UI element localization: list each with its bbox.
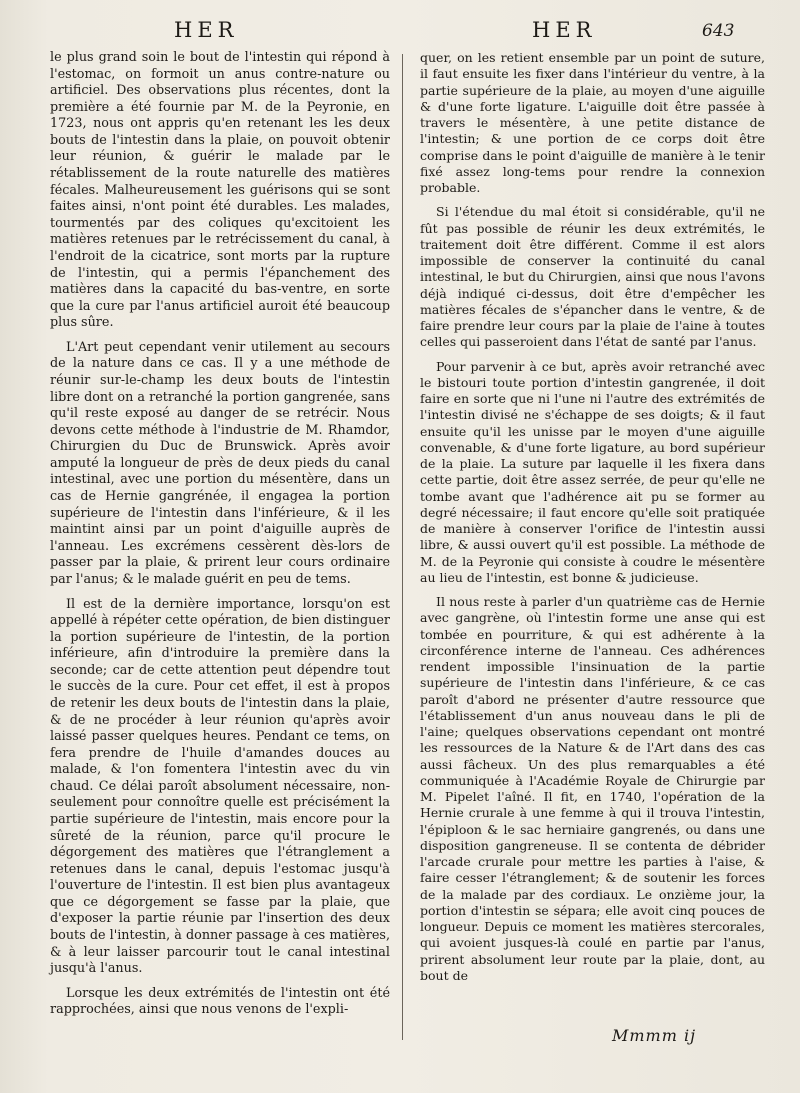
- left-paragraph-4: Lorsque les deux extrémités de l'intestin ont été rapprochées, ainsi que nous venons de l'expli-: [50, 985, 390, 1018]
- left-column: [50, 50, 390, 1019]
- right-running-head: HER: [532, 18, 597, 42]
- left-paragraph-3: Il est de la dernière importance, lorsqu'on est appellé à répéter cette opération, de bien distinguer la portion supérieure de l'intestin, de la portion inférieure, afin d'introduire la première dans la seconde; car de cette attention peut dépendre tout le succès de la cure. Pour cet effet, il est à propos de retenir les deux bouts de l'intestin dans la plaie, & de ne procéder à leur réunion qu'après avoir laissé passer quelques heures. Pendant ce tems, on fera prendre de l'huile d'amandes douces au malade, & l'on fomentera l'intestin avec du vin chaud. Ce délai paroît absolument nécessaire, non-seulement pour connoître quelle est précisément la partie supérieure de l'intestin, mais encore pour la sûreté de la réunion, parce qu'il procure le dégorgement des matières que l'étranglement a retenues dans le canal, depuis l'estomac jusqu'à l'ouverture de l'intestin. Il est bien plus avantageux que ce dégorgement se fasse par la plaie, que d'exposer la partie réunie par l'insertion des deux bouts de l'intestin, à donner passage à ces matières, & à leur laisser parcourir tout le canal intestinal jusqu'à l'anus.: [50, 596, 390, 977]
- signature-mark: Mmmm ij: [612, 1026, 697, 1045]
- column-divider: [402, 54, 403, 1040]
- right-paragraph-2: Si l'étendue du mal étoit si considérable, qu'il ne fût pas possible de réunir les deux extrémités, le traitement doit être différent. Comme il est alors impossible de conserver la continuité du canal intestinal, le but du Chirurgien, ainsi que nous l'avons déjà indiqué ci-dessus, doit être d'empêcher les matières fécales de s'épancher dans le ventre, & de faire prendre leur cours par la plaie de l'aine à toutes celles qui passeroient dans l'état de santé par l'anus.: [420, 204, 765, 350]
- running-header: [0, 16, 800, 46]
- right-paragraph-3: Pour parvenir à ce but, après avoir retranché avec le bistouri toute portion d'intestin gangrenée, il doit faire en sorte que ni l'une ni l'autre des extrémités de l'intestin divisé ne s'échappe de ses doigts; & il faut ensuite qu'il les unisse par le moyen d'une aiguille convenable, & d'une forte ligature, au bord supérieur de la plaie. La suture par laquelle il les fixera dans cette partie, doit être assez serrée, de peur qu'elle ne tombe avant que l'adhérence ait pu se former au degré nécessaire; il faut encore qu'elle soit pratiquée de manière à conserver l'orifice de l'intestin aussi libre, & aussi ouvert qu'il est possible. La méthode de M. de la Peyronie qui consiste à coudre le mésentère au lieu de l'intestin, est bonne & judicieuse.: [420, 358, 765, 585]
- left-running-head: HER: [174, 18, 239, 42]
- left-paragraph-1: le plus grand soin le bout de l'intestin qui répond à l'estomac, on formoit un anus contre-nature ou artificiel. Des observations plus récentes, dont la première a été fournie par M. de la Peyronie, en 1723, nous ont appris qu'en retenant les les deux bouts de l'intestin dans la plaie, on pouvoit obtenir leur réunion, & guérir le malade par le rétablissement de la route naturelle des matières fécales. Malheureusement les guérisons qui se sont faites ainsi, n'ont point été durables. Les malades, tourmentés par des coliques qu'excitoient les matières retenues par le retrécissement du canal, à l'endroit de la cicatrice, sont morts par la rupture de l'intestin, qui a permis l'épanchement des matières dans la capacité du bas-ventre, en sorte que la cure par l'anus artificiel auroit été beaucoup plus sûre.: [50, 50, 390, 331]
- page-number: 643: [702, 21, 735, 41]
- right-column: [420, 50, 765, 984]
- right-paragraph-1: quer, on les retient ensemble par un point de suture, il faut ensuite les fixer dans l'intérieur du ventre, à la partie supérieure de la plaie, au moyen d'une aiguille & d'une forte ligature. L'aiguille doit être passée à travers le mésentère, à une petite distance de l'intestin; & une portion de ce corps doit être comprise dans le point d'aiguille de manière à le tenir fixé assez long-tems pour rendre la connexion probable.: [420, 50, 765, 195]
- left-paragraph-2: L'Art peut cependant venir utilement au secours de la nature dans ce cas. Il y a une méthode de réunir sur-le-champ les deux bouts de l'intestin libre dont on a retranché la portion gangrenée, sans qu'il reste exposé au danger de se retrécir. Nous devons cette méthode à l'industrie de M. Rhamdor, Chirurgien du Duc de Brunswick. Après avoir amputé la longueur de près de deux pieds du canal intestinal, avec une portion du mésentère, dans un cas de Hernie gangrénée, il engagea la portion supérieure de l'intestin dans l'inférieure, & il les maintint ainsi par un point d'aiguille auprès de l'anneau. Les excrémens cessèrent dès-lors de passer par la plaie, & prirent leur cours ordinaire par l'anus; & le malade guérit en peu de tems.: [50, 339, 390, 587]
- right-paragraph-4: Il nous reste à parler d'un quatrième cas de Hernie avec gangrène, où l'intestin forme une anse qui est tombée en pourriture, & qui est adhérente à la circonférence interne de l'anneau. Ces adhérences rendent impossible l'insinuation de la partie supérieure de l'intestin dans l'inférieure, & ce cas paroît d'abord ne présenter d'autre ressource que l'établissement d'un anus nouveau dans le pli de l'aine; quelques observations cependant ont montré les ressources de la Nature & de l'Art dans des cas aussi fâcheux. Un des plus remarquables a été communiquée à l'Académie Royale de Chirurgie par M. Pipelet l'aîné. Il fit, en 1740, l'opération de la Hernie crurale à une femme à qui il trouva l'intestin, l'épiploon & le sac herniaire gangrenés, ou dans une disposition gangreneuse. Il se contenta de débrider l'arcade crurale pour mettre les parties à l'aise, & faire cesser l'étranglement; & de soutenir les forces de la malade par des cordiaux. Le onzième jour, la portion d'intestin se sépara; elle avoit cinq pouces de longueur. Depuis ce moment les matières stercorales, qui avoient jusques-là coulé en partie par l'anus, prirent absolument leur route par la plaie, dont, au bout de: [420, 594, 765, 983]
